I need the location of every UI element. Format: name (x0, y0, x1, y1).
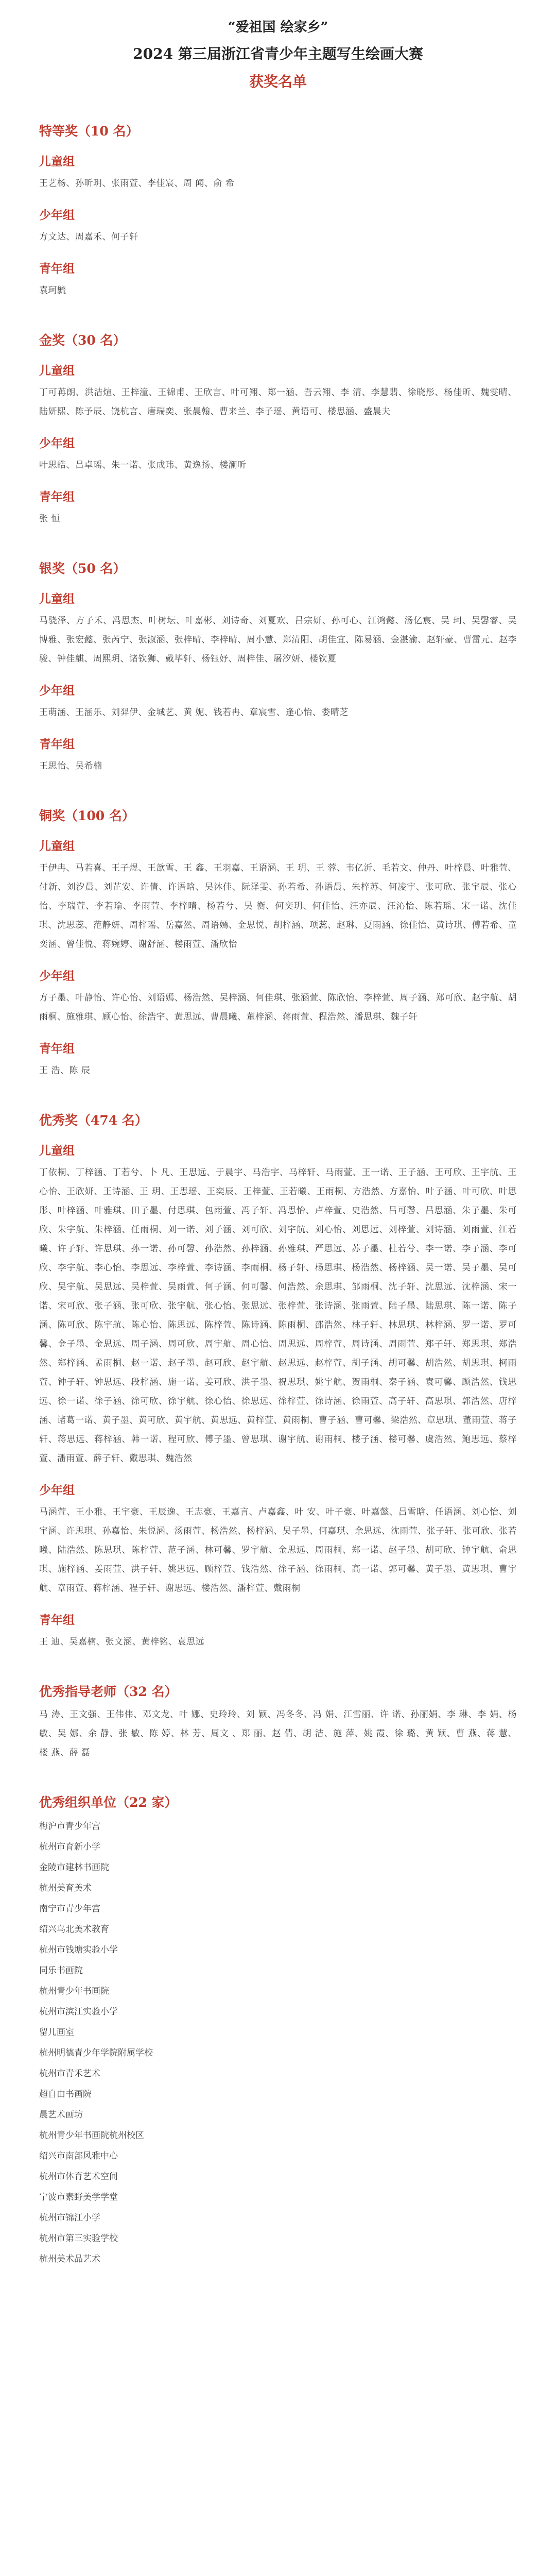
group-youth: 青年组 (39, 1042, 75, 1056)
group-youth: 青年组 (39, 737, 75, 751)
section-title: 优秀组织单位（22 家） (39, 1795, 178, 1810)
org-item: 同乐书画院 (39, 1965, 83, 1976)
event-title: 2024 第三届浙江省青少年主题写生绘画大赛 (133, 45, 423, 62)
org-item: 杭州青少年书画院杭州校区 (39, 2130, 144, 2141)
org-item: 梅沪市青少年宫 (39, 1821, 100, 1832)
section-title: 特等奖（10 名） (39, 124, 139, 139)
group-children: 儿童组 (39, 155, 75, 168)
org-item: 杭州美术品艺术 (39, 2254, 100, 2264)
org-item: 杭州明德青少年学院附属学校 (39, 2048, 153, 2058)
group-children: 儿童组 (39, 592, 75, 606)
org-item: 杭州市第三实验学校 (39, 2233, 118, 2244)
org-item: 金陵市建林书画院 (39, 1862, 109, 1873)
name-list: 王萌涵、王涵乐、刘羿伊、金城艺、黄 妮、钱若冉、章宸雪、逢心怡、娄晴芝 (39, 707, 349, 718)
group-youth: 青年组 (39, 490, 75, 504)
name-list: 方子墨、叶静怡、许心怡、刘语嫣、杨浩然、吴梓涵、何佳琪、张涵萱、陈欣怡、李梓萱、周子涵、郑可欣、赵宇航、胡雨桐、施雅琪、顾心怡、徐浩宇、黄思远、曹晨曦、董梓涵、蒋雨萱、程浩然、潘思琪、魏子轩 (39, 993, 517, 1022)
org-item: 杭州市体育艺术空间 (39, 2172, 118, 2182)
group-junior: 少年组 (39, 436, 75, 450)
section-excellent (39, 1110, 517, 1652)
org-item: 杭州市育新小学 (39, 1842, 100, 1852)
org-item: 南宁市青少年宫 (39, 1904, 100, 1914)
org-list (39, 1816, 517, 2269)
group-youth: 青年组 (39, 1613, 75, 1627)
name-list: 王 浩、陈 辰 (39, 1065, 91, 1076)
group-junior: 少年组 (39, 1483, 75, 1497)
section-title: 优秀指导老师（32 名） (39, 1684, 178, 1699)
group-children: 儿童组 (39, 364, 75, 378)
event-slogan: “爱祖国 绘家乡” (228, 20, 328, 35)
name-list: 丁依桐、丁梓涵、丁若兮、卜 凡、王思远、于晨宇、马浩宇、马梓轩、马雨萱、王一诺、王子涵、王可欣、王宇航、王心怡、王欣妍、王诗涵、王 玥、王思瑶、王奕辰、王梓萱、王若曦、王雨桐、方浩然、方嘉怡、叶子涵、叶可欣、叶思彤、叶梓涵、叶雅琪、田子墨、付思琪、包雨萱、冯子轩、冯思怡、卢梓萱、史浩然、吕可馨、吕思涵、朱子墨、朱可欣、朱宇航、朱梓涵、任雨桐、刘一诺、刘子涵、刘可欣、刘宇航、刘心怡、刘思远、刘梓萱、刘诗涵、刘雨萱、江若曦、许子轩、许思琪、孙一诺、孙可馨、孙浩然、孙梓涵、孙雅琪、严思远、苏子墨、杜若兮、李一诺、李子涵、李可欣、李宇航、李心怡、李思远、李梓萱、李诗涵、李雨桐、杨子轩、杨思琪、杨浩然、杨梓涵、吴一诺、吴子墨、吴可欣、吴宇航、吴思远、吴梓萱、吴雨萱、何子涵、何可馨、何浩然、余思琪、邹雨桐、沈子轩、沈思远、沈梓涵、宋一诺、宋可欣、张子涵、张可欣、张宇航、张心怡、张思远、张梓萱、张诗涵、张雨萱、陆子墨、陆思琪、陈一诺、陈子涵、陈可欣、陈宇航、陈心怡、陈思远、陈梓萱、陈诗涵、陈雨桐、邵浩然、林子轩、林思琪、林梓涵、罗一诺、罗可馨、金子墨、金思远、周子涵、周可欣、周宇航、周心怡、周思远、周梓萱、周诗涵、周雨萱、郑子轩、郑思琪、郑浩然、郑梓涵、孟雨桐、赵一诺、赵子墨、赵可欣、赵宇航、赵思远、赵梓萱、胡子涵、胡可馨、胡浩然、胡思琪、柯雨萱、钟子轩、钟思远、段梓涵、施一诺、姜可欣、洪子墨、祝思琪、姚宇航、贺雨桐、秦子涵、袁可馨、顾浩然、钱思远、徐一诺、徐子涵、徐可欣、徐宇航、徐心怡、徐思远、徐梓萱、徐诗涵、徐雨萱、高子轩、高思琪、郭浩然、唐梓涵、诸葛一诺、黄子墨、黄可欣、黄宇航、黄思远、黄梓萱、黄雨桐、曹子涵、曹可馨、梁浩然、章思琪、董雨萱、蒋子轩、蒋思远、蒋梓涵、韩一诺、程可欣、傅子墨、曾思琪、谢宇航、谢雨桐、楼子涵、楼可馨、虞浩然、鲍思远、蔡梓萱、潘雨萱、薛子轩、戴思琪、魏浩然 (39, 1167, 517, 1464)
org-item: 留儿画室 (39, 2027, 74, 2038)
org-item: 杭州市锦江小学 (39, 2213, 100, 2223)
group-children: 儿童组 (39, 1144, 75, 1158)
org-item: 超自由书画院 (39, 2089, 92, 2099)
org-item: 杭州青少年书画院 (39, 1986, 109, 1996)
name-list: 方文达、周嘉禾、何子轩 (39, 232, 138, 242)
section-title: 铜奖（100 名） (39, 808, 135, 823)
group-junior: 少年组 (39, 208, 75, 222)
section-title: 银奖（50 名） (39, 561, 126, 576)
group-junior: 少年组 (39, 969, 75, 983)
name-list: 张 恒 (39, 514, 60, 524)
section-special (39, 121, 517, 300)
org-item: 杭州市钱塘实验小学 (39, 1945, 118, 1955)
org-item: 杭州美育美术 (39, 1883, 92, 1893)
org-item: 杭州市滨江实验小学 (39, 2007, 118, 2017)
name-list: 叶思皓、吕卓瑶、朱一诺、张成玮、黄逸扬、楼澜昕 (39, 460, 247, 470)
org-item: 绍兴乌北美术教育 (39, 1924, 109, 1935)
name-list: 马 涛、王文强、王伟伟、邓文龙、叶 娜、史玲玲、刘 颖、冯冬冬、冯 娟、江雪丽、许 诺、孙丽娟、李 琳、李 娟、杨 敏、吴 娜、余 静、张 敏、陈 婷、林 芳、周文 、郑 丽、赵 倩、胡 洁、施 萍、姚 霞、徐 璐、黄 颖、曹 燕、蒋 慧、楼 燕、薛 磊 (39, 1709, 517, 1758)
name-list: 马骁泽、方子禾、冯思杰、叶树坛、叶嘉彬、刘诗奇、刘夏欢、吕宗妍、孙可心、江鸿懿、汤亿宸、吴 珂、吴馨睿、吴博雅、张宏懿、张芮宁、张淑涵、张梓晴、李梓晴、周小慧、郑清阳、胡佳宜、陈易涵、金湛渝、赵轩豪、曹雷元、赵李骏、钟佳麒、周熙玥、诸钦狮、戴毕轩、杨钰妤、周梓佳、屠汐妍、楼钦夏 (39, 616, 517, 664)
org-item: 晨艺术画坊 (39, 2110, 83, 2120)
section-silver (39, 558, 517, 776)
page-title: 获奖名单 (249, 73, 307, 90)
name-list: 丁可苒朗、洪洁煊、王梓潼、王锦甫、王欣言、叶可翔、郑一涵、吾云翔、李 清、李慧翡、徐晓彤、杨佳昕、魏雯晴、陆妍熙、陈予辰、饶杭言、唐瑞奕、张晨翰、曹来兰、李子瑶、黄语可、楼思涵、盛晨夫 (39, 387, 517, 417)
org-item: 绍兴市南部风雅中心 (39, 2151, 118, 2161)
group-children: 儿童组 (39, 839, 75, 853)
group-youth: 青年组 (39, 262, 75, 276)
section-title: 优秀奖（474 名） (39, 1113, 148, 1128)
name-list: 王思怡、吴希楠 (39, 761, 102, 771)
name-list: 于伊冉、马若喜、王子煜、王歆雪、王 鑫、王羽嘉、王语涵、王 玥、王 蓉、韦亿沂、毛若文、仲丹、叶梓晨、叶雅萱、付新、刘汐晨、刘芷安、许倩、许语晗、吴沐佳、阮泽雯、孙若希、孙语晨、朱梓苏、何凌宇、张可欣、张宇辰、张心怡、李瑞萱、李若瑜、李雨萱、李梓晴、杨若兮、吴 衡、何奕玥、何佳怡、汪亦辰、汪沁怡、陈若瑶、宋一诺、沈佳琪、沈思蕊、范静妍、周梓瑶、岳嘉然、周语嫣、金思悦、胡梓涵、项蕊、赵琳、夏雨涵、徐佳怡、黄诗琪、傅若希、童奕涵、曾佳悦、蒋婉婷、谢舒涵、楼雨萱、潘欣怡 (39, 863, 517, 950)
section-organizations (39, 1792, 517, 2269)
name-list: 袁珂毓 (39, 285, 66, 296)
org-item: 杭州市青禾艺术 (39, 2069, 100, 2079)
org-item: 宁波市素野美学学堂 (39, 2192, 118, 2202)
section-gold (39, 330, 517, 529)
name-list: 王艺杨、孙昕玥、张雨萱、李佳宸、周 闻、俞 希 (39, 178, 235, 189)
name-list: 王 迪、吴嘉楠、张文涵、黄梓铭、袁思远 (39, 1637, 204, 1647)
section-teachers (39, 1682, 517, 1762)
group-junior: 少年组 (39, 684, 75, 698)
section-title: 金奖（30 名） (39, 333, 126, 348)
name-list: 马涵萱、王小雅、王宇豪、王辰逸、王志豪、王嘉言、卢嘉鑫、叶 安、叶子豪、叶嘉懿、吕雪晗、任语涵、刘心怡、刘宇涵、许思琪、孙嘉怡、朱悦涵、汤雨萱、杨浩然、杨梓涵、吴子墨、何嘉琪、余思远、沈雨萱、张子轩、张可欣、张若曦、陆浩然、陈思琪、陈梓萱、范子涵、林可馨、罗宇航、金思远、周雨桐、郑一诺、赵子墨、胡可欣、钟宇航、俞思琪、施梓涵、姜雨萱、洪子轩、姚思远、顾梓萱、钱浩然、徐子涵、徐雨桐、高一诺、郭可馨、黄子墨、黄思琪、曹宇航、章雨萱、蒋梓涵、程子轩、谢思远、楼浩然、潘梓萱、戴雨桐 (39, 1507, 517, 1594)
section-bronze (39, 806, 517, 1080)
